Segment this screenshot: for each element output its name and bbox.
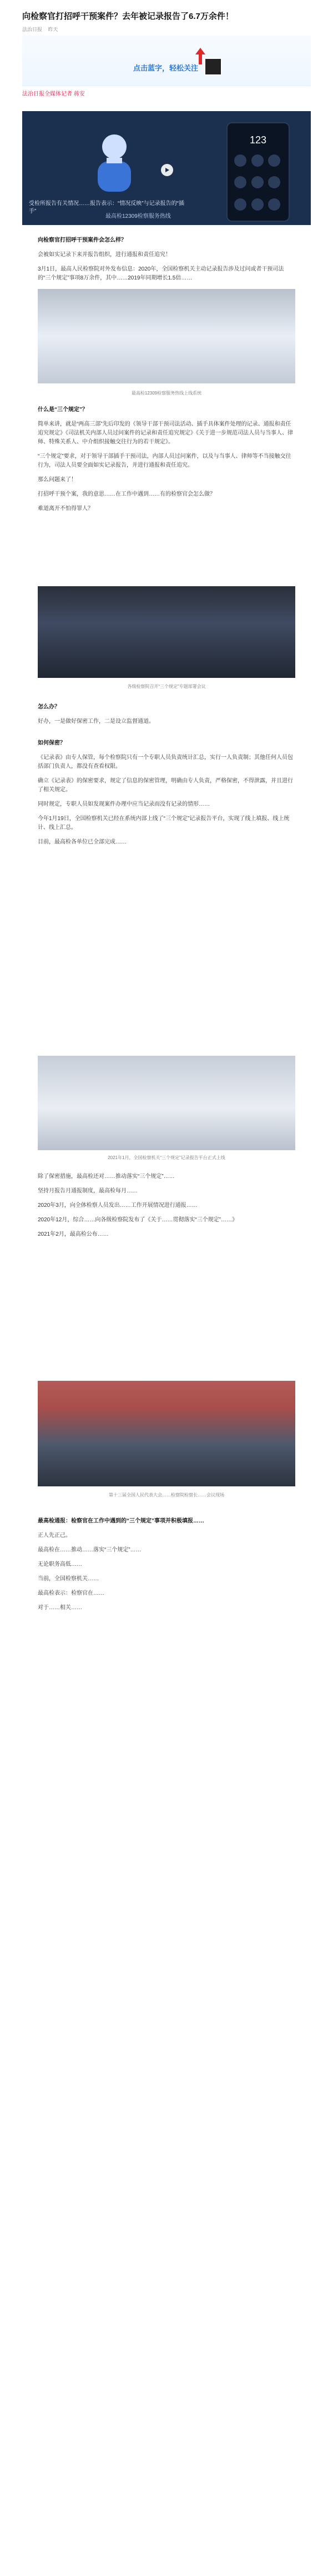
section-paragraph: 对于……相关……: [38, 1605, 82, 1611]
section-paragraph: 2020年3月，向全体检察人员发出……工作开展情况进行通报……: [38, 1202, 198, 1209]
section-paragraph: 《记录表》由专人保管，每个检察院只有一个专职人员负责统计汇总，实行一人负责制；其他任何人员包括部门负责人，都没有查看权限。: [38, 755, 293, 770]
section-question: 什么是“三个规定”？: [38, 407, 88, 413]
phone-icon: [226, 122, 290, 222]
section-paragraph: 2020年12月，综合……向各级检察院发布了《关于……贯彻落实“三个规定”……》: [38, 1217, 238, 1223]
article-source[interactable]: 法治日报: [22, 27, 43, 32]
section-4: [38, 739, 295, 852]
section-paragraph: 简单来讲，就是“两高三部”先后印发的《领导干部干预司法活动、插手具体案件处理的记录、通报和责任追究规定》《司法机关内部人员过问案件的记录和责任追究规定》《关于进一步规范司法人员与当事人、律师、特殊关系人、中介组织接触交往行为的若干规定》。: [38, 421, 293, 445]
tagline: 法治日报全媒体记者 蒋安: [22, 91, 85, 97]
section-question: 最高检通报：检察官在工作中遇到的“三个规定”事项并积极填报……: [38, 1518, 204, 1524]
phone-key: [251, 176, 264, 188]
section-paragraph: 同时规定，专职人员如发现案件办理中应当记录而没有记录的情形……: [38, 801, 210, 807]
phone-key: [234, 176, 246, 188]
video-caption: 最高检12309检察服务热线: [105, 213, 171, 219]
section-paragraph: 坚持月报告月通报制度，最高检每月……: [38, 1188, 138, 1194]
section-paragraph: 当前，全国检察机关……: [38, 1576, 99, 1582]
section-paragraph: 目前，最高检各单位已全部完成……: [38, 839, 127, 845]
follow-banner[interactable]: [22, 36, 311, 86]
phone-key: [268, 176, 280, 188]
section-paragraph: 无论职务高低……: [38, 1561, 82, 1567]
section-paragraph: 最高检表示：检察官在……: [38, 1590, 104, 1596]
section-paragraph: 3月1日，最高人民检察院对外发布信息：2020年，全国检察机关主动记录报告涉及过问或者干预司法的“三个规定”事项8万余件，其中……2019年同期增长1.5倍……: [38, 266, 284, 281]
section-paragraph: 2021年2月，最高检公布……: [38, 1231, 109, 1237]
photo-caption: 第十三届全国人民代表大会……检察院检察长……会议现场: [109, 1492, 224, 1497]
phone-key: [268, 154, 280, 167]
phone-key: [268, 198, 280, 211]
section-paragraph: 难道离开不怕得罪人？: [38, 506, 93, 512]
video-overlay-text: 受检所报告有关情况……报告表示：“情况反映”与记录报告的“插手”: [29, 201, 184, 214]
section-paragraph: 会被如实记录下来并报告组织，进行通报和责任追究！: [38, 252, 171, 258]
photo-caption: 各级检察院召开“三个规定”专题部署会议: [127, 684, 206, 689]
section-2: [38, 406, 295, 519]
section-5: [38, 1172, 295, 1245]
section-paragraph: 最高检在……推动……落实“三个规定”……: [38, 1547, 142, 1553]
section-paragraph: 打招呼干预个案，我的意思……在工作中遇到……有的检察官会怎么做？: [38, 491, 215, 497]
photo-caption: 最高检12309检察服务热线上线系统: [131, 391, 202, 396]
follow-slogan[interactable]: 点击蓝字，轻松关注: [133, 64, 199, 72]
person-illustration-icon: [75, 122, 153, 200]
section-paragraph: 确立《记录表》的保密要求，规定了信息的保密管理，明确由专人负责，严格保密，不得泄露，并且进行了相关规定。: [38, 778, 293, 793]
qr-icon: [204, 58, 222, 76]
phone-key: [251, 198, 264, 211]
photo-platform-screen: [38, 1056, 295, 1150]
play-button[interactable]: [161, 164, 173, 176]
photo-caption: 2021年1月，全国检察机关“三个规定”记录报告平台正式上线: [108, 1155, 225, 1160]
section-3: [38, 703, 295, 732]
section-paragraph: 除了保密措施，最高检还对……推动落实“三个规定”……: [38, 1174, 175, 1180]
section-paragraph: 今年1月19日，全国检察机关已经在系统内部上线了“三个规定”记录报告平台，实现了线上填报、线上统计、线上汇总。: [38, 816, 290, 831]
section-paragraph: 那么问题来了！: [38, 477, 77, 483]
section-paragraph: 好办，一是做好保密工作，二是设立监督通道。: [38, 718, 154, 725]
article-time: 昨天: [48, 27, 58, 32]
section-question: 向检察官打招呼干预案件会怎么样？: [38, 237, 127, 243]
photo-hotline-screen: [38, 289, 295, 383]
phone-number: 123: [249, 134, 267, 146]
photo-meeting: [38, 1381, 295, 1486]
section-paragraph: 正人先正己。: [38, 1532, 71, 1539]
section-question: 怎么办？: [38, 704, 60, 710]
phone-keys: [234, 154, 282, 217]
article-meta: [22, 26, 63, 33]
article-title: 向检察官打招呼干预案件？去年被记录报告了6.7万余件！: [22, 12, 234, 21]
photo-meeting-hall: [38, 586, 295, 678]
phone-key: [234, 154, 246, 167]
video-player[interactable]: [22, 111, 311, 225]
section-6: [38, 1511, 295, 1618]
section-paragraph: “三个规定”要求，对于领导干部插手干预司法，内部人员过问案件，以及与当事人、律师等不当接触交往行为，司法人员要全面如实记录报告，并进行通报和责任追究。: [38, 453, 291, 468]
section-1: [38, 236, 295, 288]
phone-key: [234, 198, 246, 211]
phone-key: [251, 154, 264, 167]
section-question: 如何保密？: [38, 740, 65, 746]
